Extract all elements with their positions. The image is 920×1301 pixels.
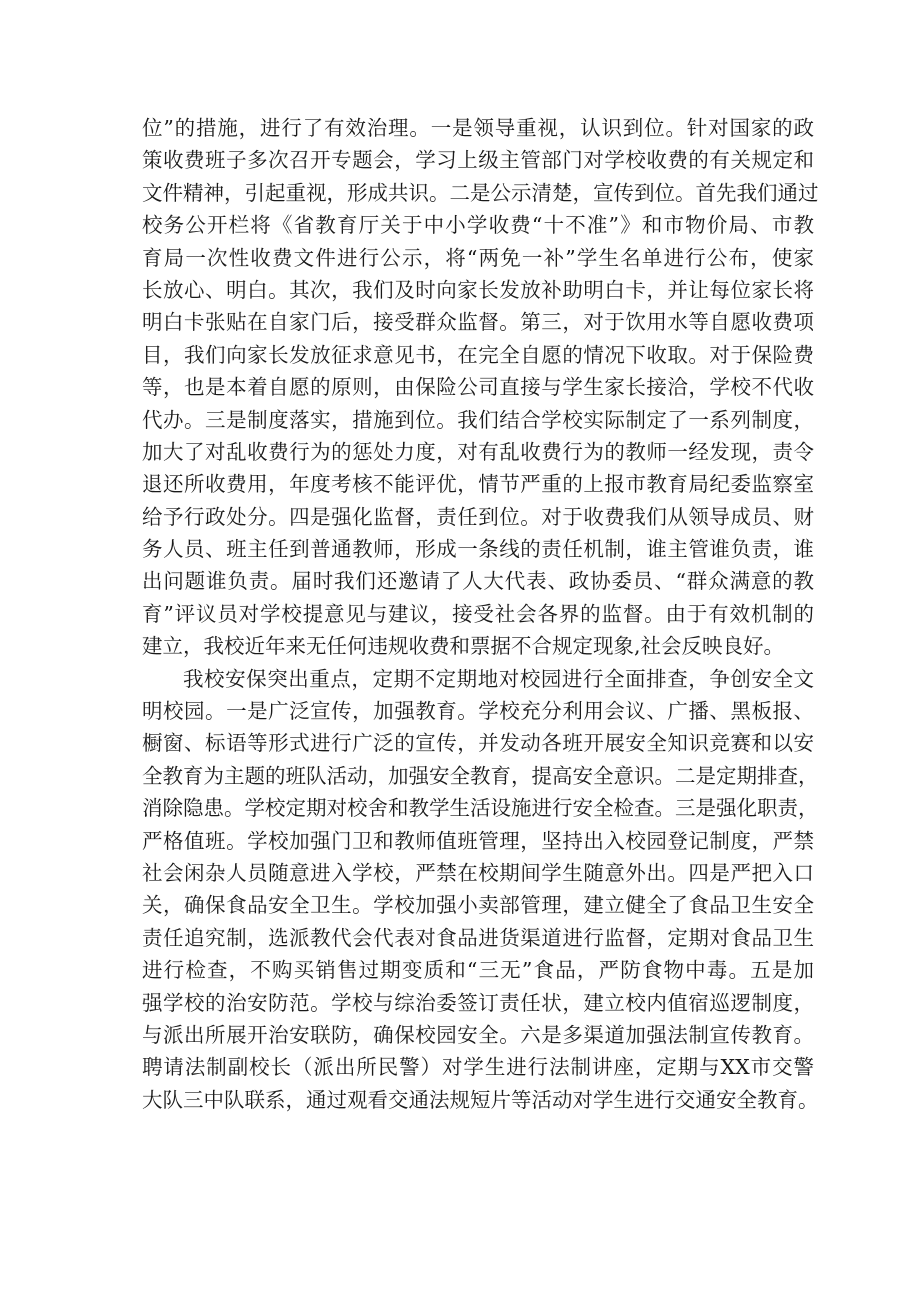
text-line: 关，确保食品安全卫生。学校加强小卖部管理，建立健全了食品卫生安全 xyxy=(142,893,814,918)
paragraph-fee-governance xyxy=(142,112,819,663)
text-line: 责任追究制，选派教代会代表对食品进货渠道进行监督，定期对食品卫生 xyxy=(142,925,814,950)
paragraph-campus-safety xyxy=(142,663,819,1116)
document-body xyxy=(142,112,819,1116)
text-line: 给予行政处分。四是强化监督，责任到位。对于收费我们从领导成员、财 xyxy=(142,504,814,529)
text-line: 代办。三是制度落实，措施到位。我们结合学校实际制定了一系列制度， xyxy=(142,407,814,432)
text-line: 位”的措施，进行了有效治理。一是领导重视，认识到位。针对国家的政 xyxy=(142,116,814,140)
text-line: 我校安保突出重点，定期不定期地对校园进行全面排查，争创安全文 xyxy=(183,666,814,691)
text-line: 建立，我校近年来无任何违规收费和票据不合规定现象,社会反映良好。 xyxy=(142,634,785,659)
text-line: 与派出所展开治安联防，确保校园安全。六是多渠道加强法制宣传教育。 xyxy=(142,1022,814,1047)
text-line: 大队三中队联系，通过观看交通法规短片等活动对学生进行交通安全教育。 xyxy=(142,1087,819,1112)
text-line: 强学校的治安防范。学校与综治委签订责任状，建立校内值宿巡逻制度， xyxy=(142,990,814,1015)
text-line: 加大了对乱收费行为的惩处力度，对有乱收费行为的教师一经发现，责令 xyxy=(142,439,814,464)
text-line: 明白卡张贴在自家门后，接受群众监督。第三，对于饮用水等自愿收费项 xyxy=(142,310,814,335)
text-line: 消除隐患。学校定期对校舍和教学生活设施进行安全检查。三是强化职责， xyxy=(142,796,819,821)
text-line: 育”评议员对学校提意见与建议，接受社会各界的监督。由于有效机制的 xyxy=(142,601,814,626)
text-line: 出问题谁负责。届时我们还邀请了人大代表、政协委员、“群众满意的教 xyxy=(142,569,814,594)
text-line: 退还所收费用，年度考核不能评优，情节严重的上报市教育局纪委监察室 xyxy=(142,472,814,497)
text-line: 明校园。一是广泛宣传，加强教育。学校充分利用会议、广播、黑板报、 xyxy=(142,699,814,724)
text-line: 全教育为主题的班队活动，加强安全教育，提高安全意识。二是定期排查， xyxy=(142,763,819,788)
text-line: 策收费班子多次召开专题会，学习上级主管部门对学校收费的有关规定和 xyxy=(142,148,814,173)
text-line: 长放心、明白。其次，我们及时向家长发放补助明白卡，并让每位家长将 xyxy=(142,277,814,302)
text-line: 进行检查，不购买销售过期变质和“三无”食品，严防食物中毒。五是加 xyxy=(142,958,814,983)
text-line: 严格值班。学校加强门卫和教师值班管理，坚持出入校园登记制度，严禁 xyxy=(142,828,814,853)
text-line: 校务公开栏将《省教育厅关于中小学收费“十不准”》和市物价局、市教 xyxy=(142,213,814,238)
text-line: 育局一次性收费文件进行公示，将“两免一补”学生名单进行公布，使家 xyxy=(142,245,814,270)
text-line: 聘请法制副校长（派出所民警）对学生进行法制讲座，定期与XX市交警 xyxy=(142,1055,814,1080)
text-line: 橱窗、标语等形式进行广泛的宣传，并发动各班开展安全知识竞赛和以安 xyxy=(142,731,814,756)
text-line: 务人员、班主任到普通教师，形成一条线的责任机制，谁主管谁负责，谁 xyxy=(142,537,814,562)
text-line: 等，也是本着自愿的原则，由保险公司直接与学生家长接洽，学校不代收 xyxy=(142,375,814,400)
text-line: 社会闲杂人员随意进入学校，严禁在校期间学生随意外出。四是严把入口 xyxy=(142,860,814,885)
text-line: 文件精神，引起重视，形成共识。二是公示清楚，宣传到位。首先我们通过 xyxy=(142,180,819,205)
text-line: 目，我们向家长发放征求意见书，在完全自愿的情况下收取。对于保险费 xyxy=(142,342,814,367)
